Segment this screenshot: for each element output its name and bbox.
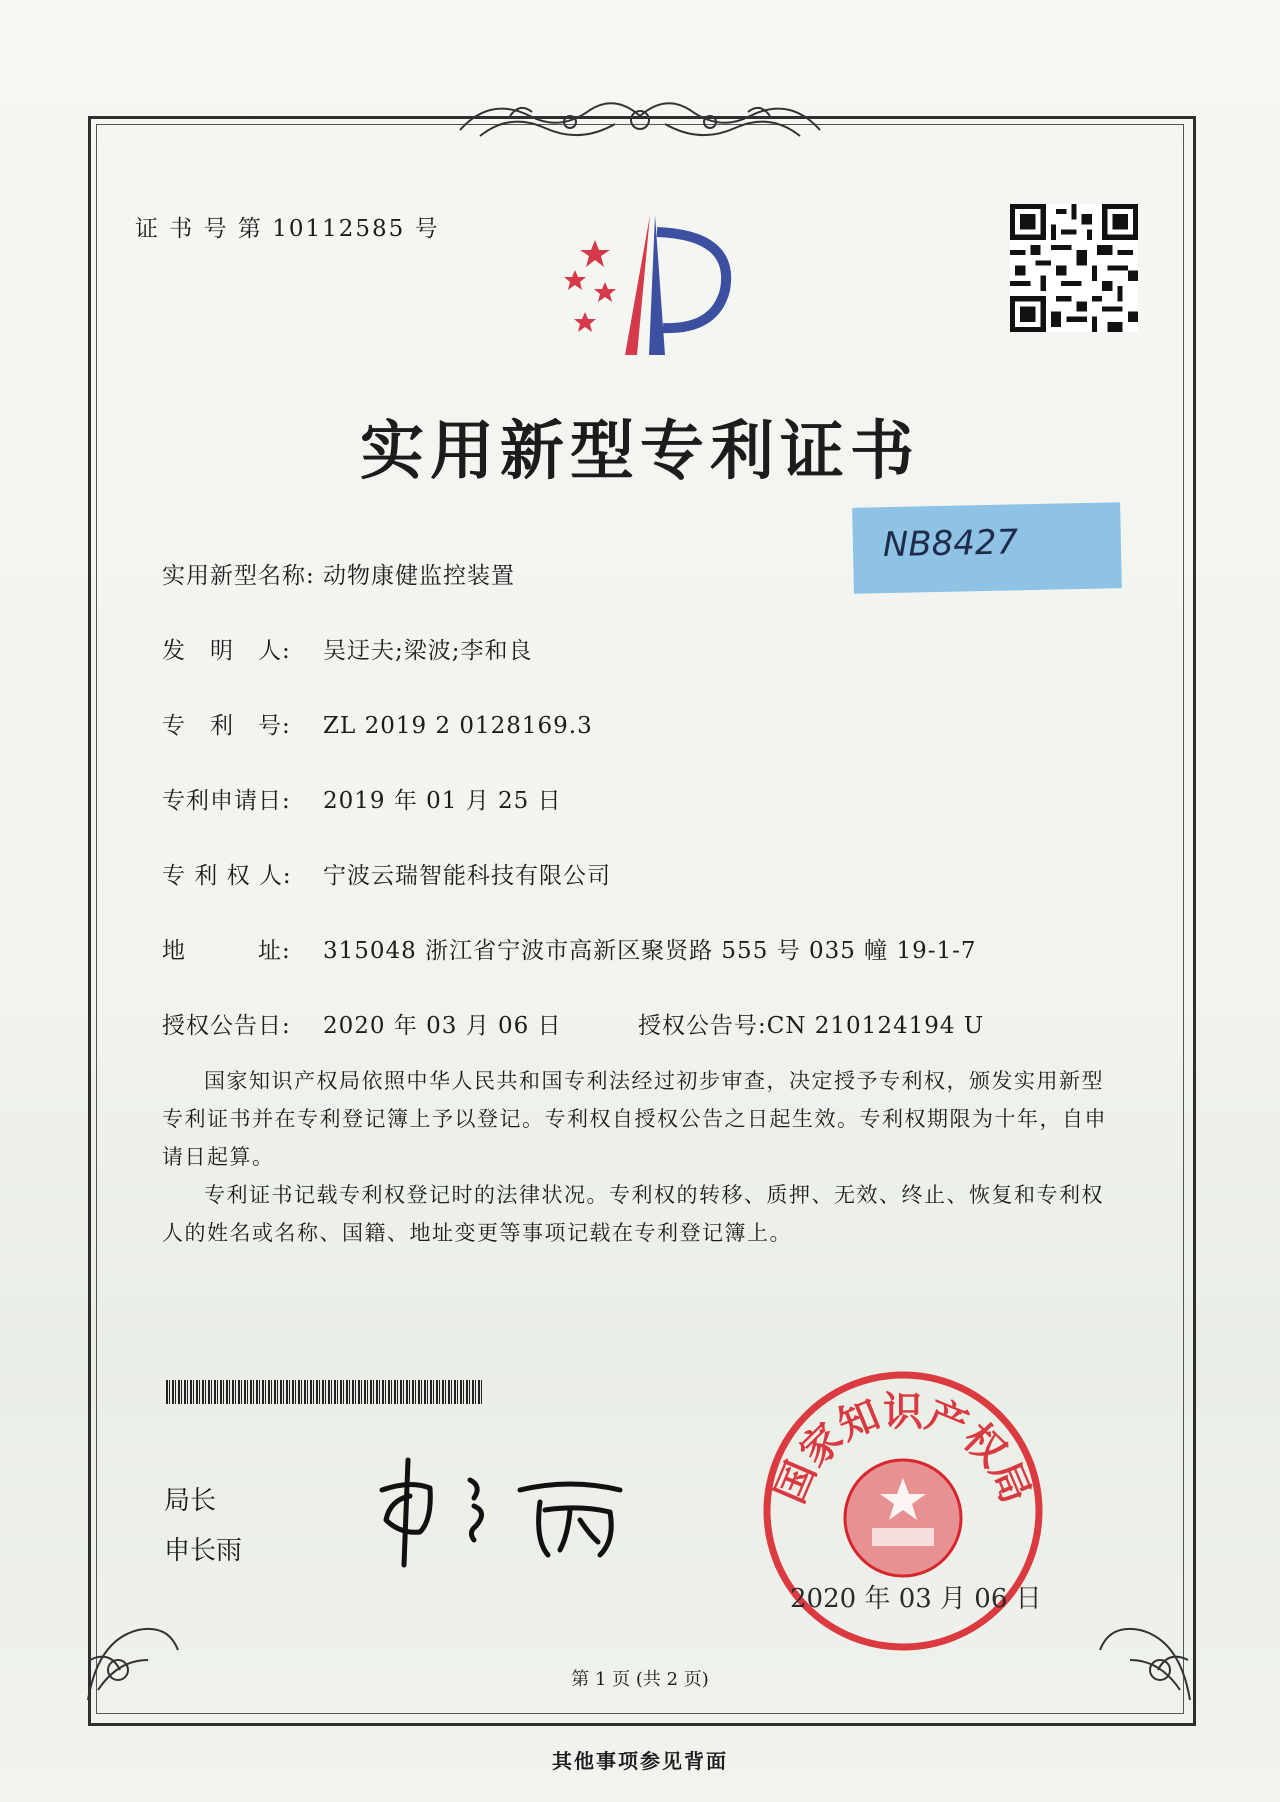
field-label: 专 利 号:: [162, 713, 291, 739]
certificate-title: 实用新型专利证书: [360, 415, 920, 489]
field-label: 专 利 权 人:: [162, 863, 292, 889]
certificate-number: 证 书 号 第 10112585 号: [135, 216, 440, 242]
field-address: [162, 932, 977, 965]
field-patent-number: [162, 707, 593, 740]
sticky-note: [852, 502, 1122, 594]
sticky-note-text: NB8427: [882, 522, 1019, 566]
signatory-title: 局长: [164, 1486, 217, 1516]
top-ornament-icon: [450, 86, 830, 156]
field-value: 315048 浙江省宁波市高新区聚贤路 555 号 035 幢 19-1-7: [323, 938, 977, 964]
barcode-icon: [166, 1380, 484, 1404]
qr-code-icon: [1010, 204, 1138, 332]
field-grant-date: [162, 1007, 562, 1040]
field-label: 专利申请日:: [162, 788, 291, 814]
page-number: 第 1 页 (共 2 页): [571, 1669, 709, 1690]
signatory-name: 申长雨: [164, 1536, 243, 1566]
field-value: 2020 年 03 月 06 日: [323, 1013, 562, 1039]
paragraph-grant-statement: 国家知识产权局依照中华人民共和国专利法经过初步审查，决定授予专利权，颁发实用新型专利证书并在专利登记簿上予以登记。专利权自授权公告之日起生效。专利权期限为十年，自申请日起算。: [162, 1069, 1107, 1169]
cnipa-logo-icon: [545, 210, 745, 360]
seal-text: 国家知识产权局: [767, 1389, 1039, 1510]
field-label: 发 明 人:: [162, 638, 291, 664]
field-value: 宁波云瑞智能科技有限公司: [323, 863, 611, 889]
field-label: 授权公告号:: [638, 1013, 767, 1039]
field-label: 授权公告日:: [162, 1013, 291, 1039]
paragraph-legal-status: 专利证书记载专利权登记时的法律状况。专利权的转移、质押、无效、终止、恢复和专利权人的姓名或名称、国籍、地址变更等事项记载在专利登记簿上。: [162, 1183, 1104, 1245]
field-patentee: [162, 857, 611, 890]
field-application-date: [162, 782, 562, 815]
field-value: CN 210124194 U: [766, 1013, 985, 1039]
field-utility-model-name: [162, 557, 515, 590]
field-inventors: [162, 632, 533, 665]
field-value: 动物康健监控装置: [323, 563, 515, 589]
corner-ornament-left-icon: [78, 1600, 188, 1710]
corner-ornament-right-icon: [1090, 1600, 1200, 1710]
field-value: 吴迂夫;梁波;李和良: [323, 638, 533, 664]
signature-icon: [370, 1450, 650, 1570]
field-label: 实用新型名称:: [162, 563, 315, 589]
field-value: 2019 年 01 月 25 日: [323, 788, 562, 814]
field-label: 地 址:: [162, 938, 291, 964]
seal-date: 2020 年 03 月 06 日: [790, 1584, 1042, 1614]
field-grant-number: [638, 1007, 984, 1040]
footer-note: 其他事项参见背面: [552, 1749, 728, 1773]
field-value: ZL 2019 2 0128169.3: [323, 713, 593, 739]
